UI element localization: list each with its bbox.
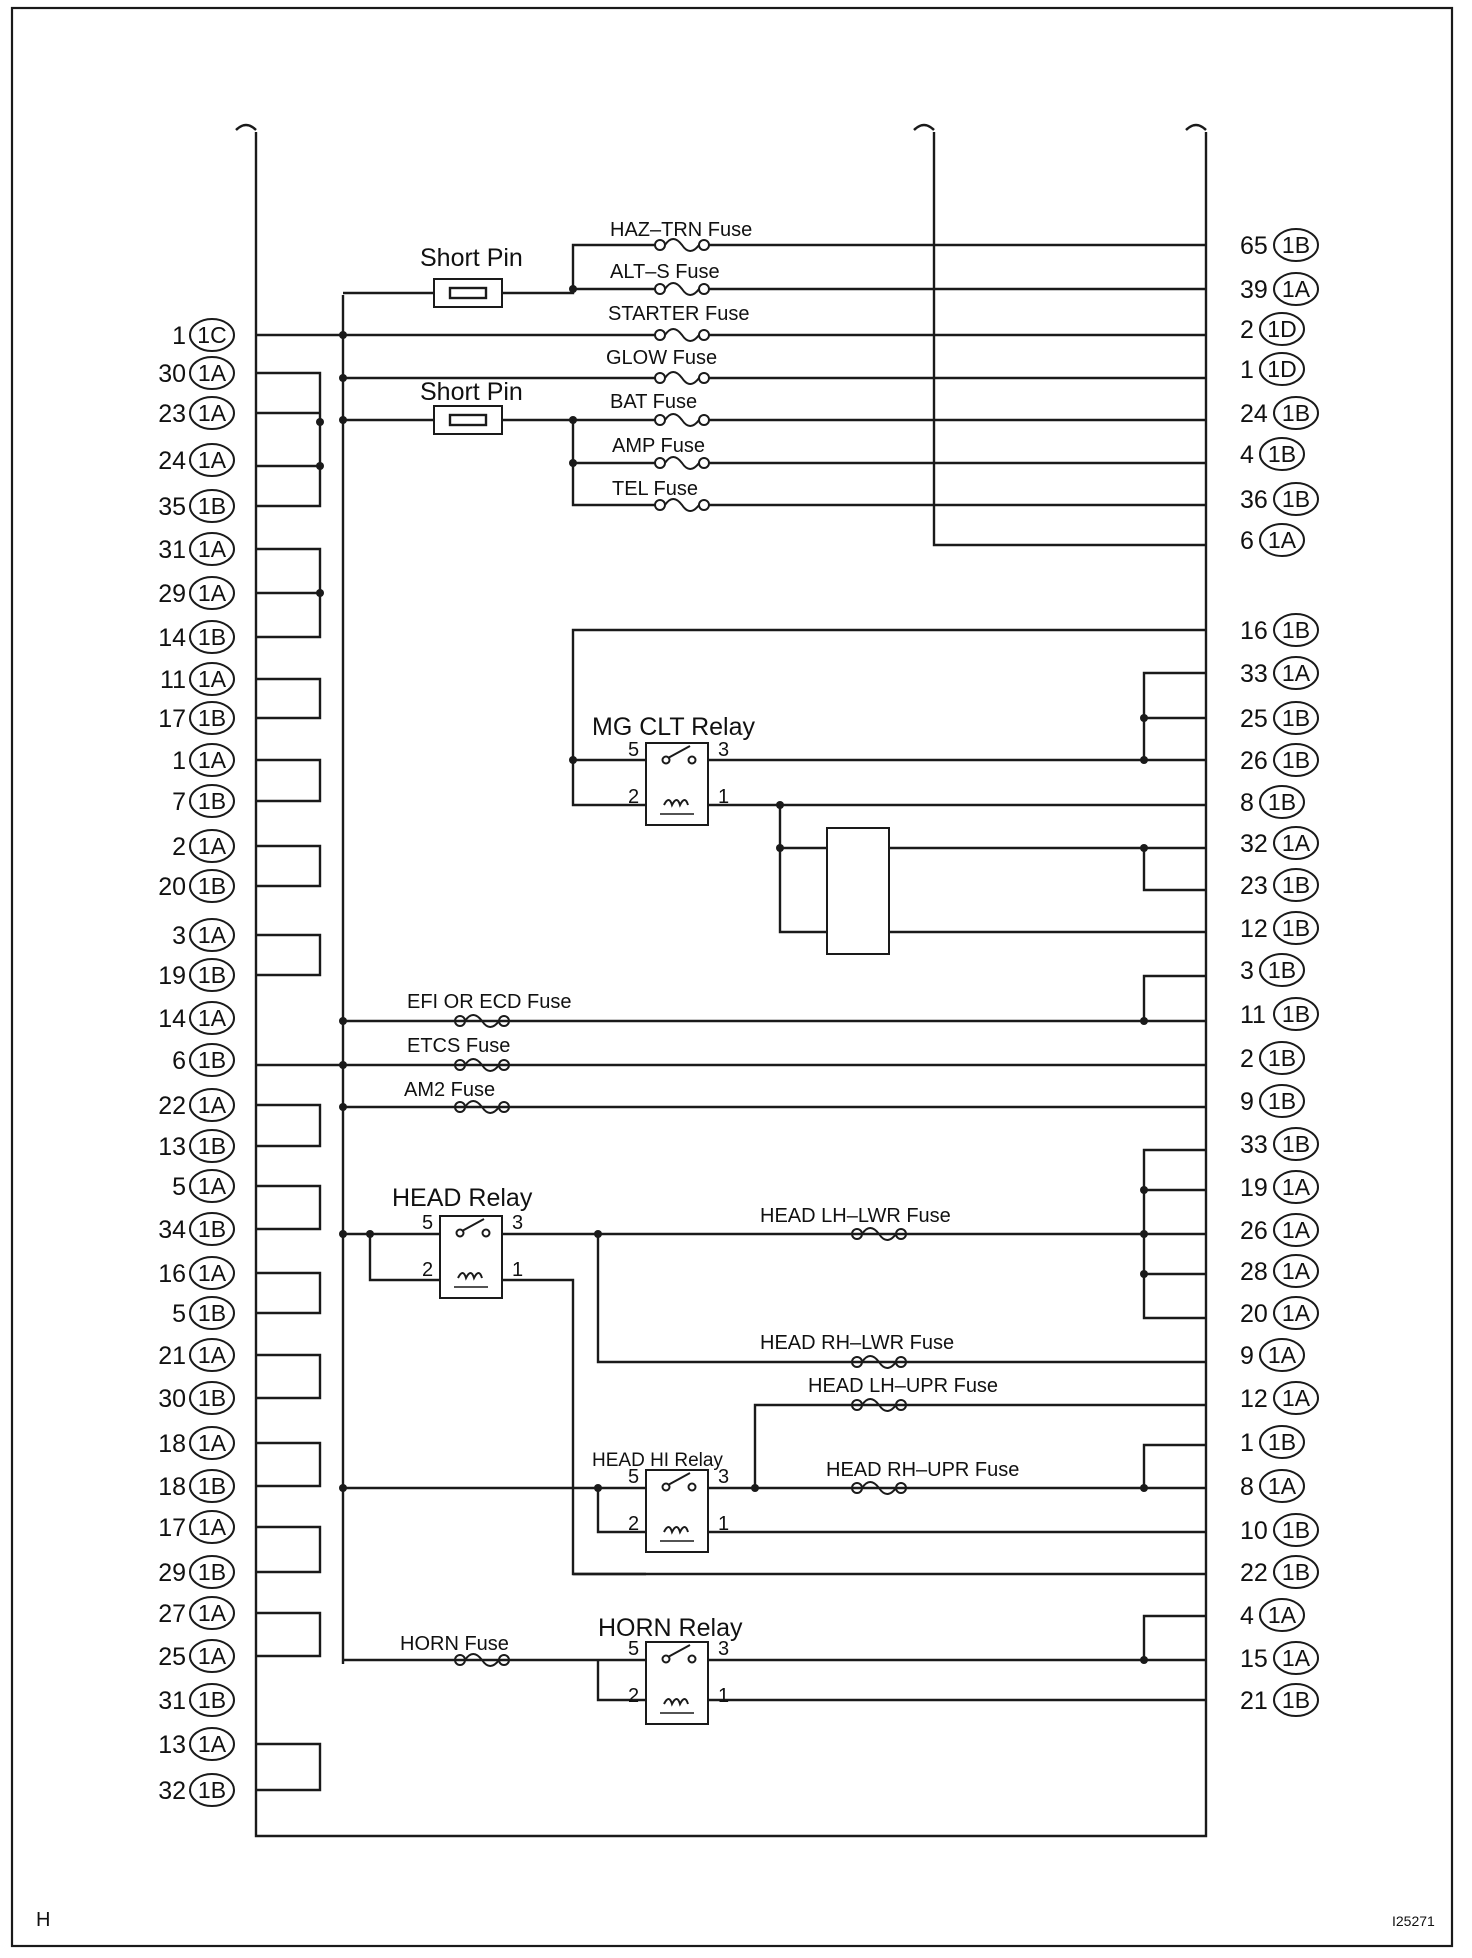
connector-pin bbox=[158, 1597, 234, 1629]
pin-number: 35 bbox=[158, 493, 186, 521]
pin-number: 7 bbox=[172, 788, 186, 816]
connector-id: 1A bbox=[197, 447, 227, 473]
short-pin-1 bbox=[434, 279, 502, 307]
connector-pin bbox=[1240, 827, 1318, 859]
am2-fuse-label: AM2 Fuse bbox=[404, 1079, 496, 1101]
pin-number: 16 bbox=[158, 1260, 186, 1288]
pin-number: 1 bbox=[1240, 356, 1254, 384]
connector-pin bbox=[158, 444, 234, 476]
connector-id: 1A bbox=[197, 1731, 227, 1757]
bat-fuse-label: BAT Fuse bbox=[610, 391, 698, 413]
head-relay-label: HEAD Relay bbox=[392, 1184, 533, 1212]
connector-pin bbox=[158, 357, 234, 389]
right-connector-pins bbox=[1240, 229, 1318, 1716]
connector-id: 1A bbox=[1281, 1300, 1311, 1326]
relay-terminal-number: 1 bbox=[512, 1259, 524, 1281]
connector-pin bbox=[1240, 397, 1318, 429]
connector-id: 1B bbox=[1267, 1429, 1297, 1455]
connector-pin bbox=[158, 1470, 234, 1502]
pin-number: 13 bbox=[158, 1133, 186, 1161]
connector-pin bbox=[172, 1044, 234, 1076]
connector-id: 1B bbox=[1281, 1517, 1311, 1543]
pin-number: 5 bbox=[172, 1173, 186, 1201]
connector-pin bbox=[158, 1257, 234, 1289]
pin-number: 23 bbox=[158, 400, 186, 428]
pin-number: 13 bbox=[158, 1731, 186, 1759]
connector-id: 1D bbox=[1267, 356, 1297, 382]
fuse-symbol bbox=[655, 370, 709, 386]
pin-number: 32 bbox=[1240, 830, 1268, 858]
connector-pin bbox=[1240, 657, 1318, 689]
connector-pin bbox=[158, 1728, 234, 1760]
connector-pin bbox=[158, 1640, 234, 1672]
pin-number: 27 bbox=[158, 1600, 186, 1628]
connector-id: 1B bbox=[1281, 872, 1311, 898]
connector-id: 1B bbox=[197, 1559, 227, 1585]
pin-number: 1 bbox=[172, 747, 186, 775]
connector-id: 1A bbox=[197, 1643, 227, 1669]
connector-pin bbox=[1240, 353, 1304, 385]
pin-number: 30 bbox=[158, 360, 186, 388]
pin-number: 31 bbox=[158, 536, 186, 564]
pin-number: 4 bbox=[1240, 441, 1254, 469]
connector-pin bbox=[158, 1382, 234, 1414]
left-jumpers bbox=[256, 373, 320, 1790]
connector-pin bbox=[1240, 1171, 1318, 1203]
connector-id: 1A bbox=[197, 666, 227, 692]
head-hi-relay-label: HEAD HI Relay bbox=[592, 1450, 723, 1471]
connector-pin bbox=[1240, 1042, 1304, 1074]
connector-id: 1B bbox=[1267, 789, 1297, 815]
connector-id: 1A bbox=[197, 1173, 227, 1199]
connector-id: 1A bbox=[197, 747, 227, 773]
connector-pin bbox=[1240, 998, 1318, 1030]
head-hi-relay-box bbox=[646, 1470, 708, 1552]
short-pin-label-1: Short Pin bbox=[420, 244, 523, 272]
pin-number: 20 bbox=[158, 873, 186, 901]
connector-id: 1A bbox=[1267, 1602, 1297, 1628]
pin-number: 11 bbox=[160, 666, 186, 694]
labels bbox=[36, 219, 1435, 1931]
diode-box bbox=[827, 828, 889, 954]
mg-clt-relay-section bbox=[569, 630, 1206, 954]
pin-number: 1 bbox=[172, 322, 186, 350]
connector-pin bbox=[172, 919, 234, 951]
relay-terminal-number: 5 bbox=[422, 1212, 434, 1234]
connector-id: 1A bbox=[197, 833, 227, 859]
connector-pin bbox=[1240, 1599, 1304, 1631]
connector-id: 1A bbox=[1267, 1342, 1297, 1368]
connector-id: 1A bbox=[1281, 1217, 1311, 1243]
connector-id: 1B bbox=[1267, 1088, 1297, 1114]
horn-relay-label: HORN Relay bbox=[598, 1614, 743, 1642]
pin-number: 25 bbox=[158, 1643, 186, 1671]
connector-id: 1B bbox=[197, 1300, 227, 1326]
pin-number: 32 bbox=[158, 1777, 186, 1805]
connector-id: 1A bbox=[197, 400, 227, 426]
starter-fuse-label: STARTER Fuse bbox=[608, 303, 750, 325]
tel-fuse-label: TEL Fuse bbox=[612, 478, 698, 500]
connector-pin bbox=[158, 1002, 234, 1034]
pin-number: 3 bbox=[172, 922, 186, 950]
pin-number: 28 bbox=[1240, 1258, 1268, 1286]
connector-id: 1A bbox=[1267, 527, 1297, 553]
connector-id: 1A bbox=[1281, 1385, 1311, 1411]
short-pin-2 bbox=[434, 406, 502, 434]
head-rh-upr-fuse-label: HEAD RH–UPR Fuse bbox=[826, 1459, 1020, 1481]
connector-id: 1A bbox=[197, 1092, 227, 1118]
sheet-letter: H bbox=[36, 1909, 51, 1931]
mg-clt-relay-label: MG CLT Relay bbox=[592, 713, 756, 741]
head-rh-lwr-fuse-label: HEAD RH–LWR Fuse bbox=[760, 1332, 955, 1354]
relay-terminal-number: 2 bbox=[628, 786, 640, 808]
connector-pin bbox=[158, 397, 234, 429]
connector-pin bbox=[158, 1130, 234, 1162]
head-relay-box bbox=[440, 1216, 502, 1298]
relay-terminal-number: 2 bbox=[628, 1685, 640, 1707]
pin-number: 19 bbox=[158, 962, 186, 990]
connector-pin bbox=[1240, 702, 1318, 734]
connector-id: 1B bbox=[197, 624, 227, 650]
pin-number: 10 bbox=[1240, 1517, 1268, 1545]
pin-number: 22 bbox=[158, 1092, 186, 1120]
pin-number: 33 bbox=[1240, 660, 1268, 688]
connector-pin bbox=[1240, 1255, 1318, 1287]
connector-id: 1B bbox=[1281, 705, 1311, 731]
pin-number: 14 bbox=[158, 624, 186, 652]
connector-id: 1A bbox=[1281, 1645, 1311, 1671]
connector-id: 1A bbox=[197, 1260, 227, 1286]
connector-id: 1A bbox=[197, 1430, 227, 1456]
relay-terminal-number: 5 bbox=[628, 739, 640, 761]
connector-pin bbox=[1240, 869, 1318, 901]
connector-pin bbox=[158, 1511, 234, 1543]
connector-pin bbox=[158, 533, 234, 565]
pin-number: 16 bbox=[1240, 617, 1268, 645]
connector-id: 1D bbox=[1267, 316, 1297, 342]
pin-number: 3 bbox=[1240, 957, 1254, 985]
connector-pin bbox=[1240, 1642, 1318, 1674]
pin-number: 18 bbox=[158, 1473, 186, 1501]
connector-id: 1B bbox=[1281, 1687, 1311, 1713]
connector-pin bbox=[158, 1556, 234, 1588]
connector-pin bbox=[158, 702, 234, 734]
pin-number: 8 bbox=[1240, 789, 1254, 817]
connector-pin bbox=[1240, 1514, 1318, 1546]
pin-number: 20 bbox=[1240, 1300, 1268, 1328]
amp-fuse-label: AMP Fuse bbox=[612, 435, 705, 457]
relay-terminal-number: 1 bbox=[718, 1513, 730, 1535]
connector-pin bbox=[172, 744, 234, 776]
pin-number: 23 bbox=[1240, 872, 1268, 900]
connector-pin bbox=[1240, 1556, 1318, 1588]
connector-id: 1B bbox=[1281, 915, 1311, 941]
mg-clt-relay-box bbox=[646, 743, 708, 825]
horn-relay-box bbox=[646, 1642, 708, 1724]
pin-number: 6 bbox=[1240, 527, 1254, 555]
connector-pin bbox=[1240, 786, 1304, 818]
relay-terminal-number: 1 bbox=[718, 786, 730, 808]
connector-pin bbox=[158, 1339, 234, 1371]
connector-id: 1B bbox=[197, 873, 227, 899]
relay-terminal-number: 5 bbox=[628, 1466, 640, 1488]
pin-number: 4 bbox=[1240, 1602, 1254, 1630]
pin-number: 2 bbox=[1240, 316, 1254, 344]
pin-number: 12 bbox=[1240, 1385, 1268, 1413]
connector-pin bbox=[172, 785, 234, 817]
connector-pin bbox=[158, 1774, 234, 1806]
pin-number: 11 bbox=[1240, 1001, 1266, 1029]
connector-pin bbox=[158, 621, 234, 653]
pin-number: 24 bbox=[158, 447, 186, 475]
pin-number: 22 bbox=[1240, 1559, 1268, 1587]
connector-id: 1B bbox=[1281, 486, 1311, 512]
pin-number: 18 bbox=[158, 1430, 186, 1458]
pin-number: 1 bbox=[1240, 1429, 1254, 1457]
middle-fuse-section bbox=[256, 976, 1206, 1111]
relay-terminal-number: 3 bbox=[718, 1638, 730, 1660]
pin-number: 26 bbox=[1240, 1217, 1268, 1245]
connector-pin bbox=[172, 1297, 234, 1329]
connector-id: 1A bbox=[1281, 830, 1311, 856]
connector-id: 1A bbox=[1281, 1258, 1311, 1284]
pin-number: 12 bbox=[1240, 915, 1268, 943]
connector-id: 1B bbox=[197, 1385, 227, 1411]
pin-number: 39 bbox=[1240, 276, 1268, 304]
connector-pin bbox=[1240, 438, 1304, 470]
connector-pin bbox=[1240, 1085, 1304, 1117]
connector-id: 1B bbox=[197, 705, 227, 731]
pin-number: 36 bbox=[1240, 486, 1268, 514]
relay-terminal-number: 2 bbox=[422, 1259, 434, 1281]
connector-id: 1A bbox=[197, 536, 227, 562]
connector-id: 1B bbox=[1281, 1559, 1311, 1585]
connector-id: 1B bbox=[1281, 1131, 1311, 1157]
glow-fuse-label: GLOW Fuse bbox=[606, 347, 718, 369]
pin-number: 33 bbox=[1240, 1131, 1268, 1159]
pin-number: 17 bbox=[158, 1514, 186, 1542]
connector-id: 1A bbox=[197, 580, 227, 606]
connector-id: 1B bbox=[197, 1047, 227, 1073]
connector-id: 1C bbox=[197, 322, 227, 348]
pin-number: 30 bbox=[158, 1385, 186, 1413]
connector-pin bbox=[1240, 1382, 1318, 1414]
connector-id: 1B bbox=[197, 1687, 227, 1713]
connector-pin bbox=[158, 577, 234, 609]
pin-number: 5 bbox=[172, 1300, 186, 1328]
horn-fuse-label: HORN Fuse bbox=[400, 1633, 509, 1655]
connector-id: 1B bbox=[1281, 232, 1311, 258]
connector-id: 1B bbox=[197, 962, 227, 988]
relay-terminal-number: 3 bbox=[718, 1466, 730, 1488]
pin-number: 19 bbox=[1240, 1174, 1268, 1202]
connector-id: 1B bbox=[197, 493, 227, 519]
pin-number: 65 bbox=[1240, 232, 1268, 260]
head-lh-upr-fuse-label: HEAD LH–UPR Fuse bbox=[808, 1375, 999, 1397]
pin-number: 31 bbox=[158, 1687, 186, 1715]
connector-pin bbox=[1240, 1470, 1304, 1502]
connector-pin bbox=[1240, 1426, 1304, 1458]
figure-id: I25271 bbox=[1392, 1913, 1435, 1929]
pin-number: 24 bbox=[1240, 400, 1268, 428]
connector-id: 1B bbox=[1267, 441, 1297, 467]
fuse-symbol bbox=[655, 281, 709, 297]
connector-id: 1A bbox=[197, 1005, 227, 1031]
relay-terminal-number: 1 bbox=[718, 1685, 730, 1707]
connector-id: 1A bbox=[197, 1514, 227, 1540]
head-hi-relay-section bbox=[339, 1405, 1206, 1574]
connector-id: 1A bbox=[197, 1600, 227, 1626]
connector-pin bbox=[158, 870, 234, 902]
connector-pin bbox=[1240, 1684, 1318, 1716]
bus-lines bbox=[236, 125, 1206, 1836]
pin-number: 2 bbox=[1240, 1045, 1254, 1073]
connector-pin bbox=[172, 1170, 234, 1202]
pin-number: 17 bbox=[158, 705, 186, 733]
pin-number: 9 bbox=[1240, 1342, 1254, 1370]
connector-pin bbox=[1240, 954, 1304, 986]
fuse-symbol bbox=[655, 412, 709, 428]
connector-id: 1B bbox=[197, 1777, 227, 1803]
connector-pin bbox=[1240, 912, 1318, 944]
pin-number: 2 bbox=[172, 833, 186, 861]
connector-pin bbox=[1240, 229, 1318, 261]
haz-trn-fuse-label: HAZ–TRN Fuse bbox=[610, 219, 753, 241]
alt-s-fuse-label: ALT–S Fuse bbox=[610, 261, 720, 283]
pin-number: 6 bbox=[172, 1047, 186, 1075]
connector-id: 1A bbox=[197, 1342, 227, 1368]
pin-number: 26 bbox=[1240, 747, 1268, 775]
pin-number: 14 bbox=[158, 1005, 186, 1033]
pin-number: 15 bbox=[1240, 1645, 1268, 1673]
connector-pin bbox=[1240, 1214, 1318, 1246]
short-pin-label-2: Short Pin bbox=[420, 378, 523, 406]
connector-id: 1B bbox=[1281, 1001, 1311, 1027]
connector-id: 1B bbox=[1281, 747, 1311, 773]
connector-pin bbox=[160, 663, 234, 695]
connector-pin bbox=[158, 1213, 234, 1245]
connector-pin bbox=[1240, 1128, 1318, 1160]
connector-pin bbox=[158, 959, 234, 991]
relay-terminal-number: 3 bbox=[512, 1212, 524, 1234]
connector-id: 1A bbox=[197, 360, 227, 386]
connector-id: 1A bbox=[1281, 660, 1311, 686]
connector-id: 1A bbox=[1281, 276, 1311, 302]
connector-id: 1B bbox=[197, 1133, 227, 1159]
connector-id: 1B bbox=[1281, 400, 1311, 426]
efi-ecd-fuse-label: EFI OR ECD Fuse bbox=[407, 991, 572, 1013]
connector-pin bbox=[158, 1427, 234, 1459]
pin-number: 8 bbox=[1240, 1473, 1254, 1501]
connector-id: 1B bbox=[1281, 617, 1311, 643]
connector-pin bbox=[1240, 273, 1318, 305]
pin-number: 29 bbox=[158, 580, 186, 608]
connector-pin bbox=[1240, 744, 1318, 776]
connector-pin bbox=[172, 319, 234, 351]
connector-pin bbox=[158, 1089, 234, 1121]
connector-id: 1B bbox=[197, 1473, 227, 1499]
pin-number: 34 bbox=[158, 1216, 186, 1244]
fuse-symbol bbox=[655, 455, 709, 471]
pin-number: 21 bbox=[1240, 1687, 1268, 1715]
pin-number: 9 bbox=[1240, 1088, 1254, 1116]
connector-id: 1A bbox=[1267, 1473, 1297, 1499]
relay-terminal-number: 3 bbox=[718, 739, 730, 761]
relay-terminal-number: 2 bbox=[628, 1513, 640, 1535]
connector-pin bbox=[172, 830, 234, 862]
left-connector-pins bbox=[158, 319, 234, 1806]
connector-pin bbox=[158, 490, 234, 522]
pin-number: 25 bbox=[1240, 705, 1268, 733]
connector-id: 1B bbox=[197, 788, 227, 814]
connector-id: 1B bbox=[1267, 1045, 1297, 1071]
upper-fuse-section bbox=[256, 245, 1206, 505]
connector-pin bbox=[1240, 524, 1304, 556]
connector-id: 1B bbox=[197, 1216, 227, 1242]
relay-terminal-number: 5 bbox=[628, 1638, 640, 1660]
pin-number: 21 bbox=[158, 1342, 186, 1370]
connector-id: 1A bbox=[197, 922, 227, 948]
connector-pin bbox=[1240, 313, 1304, 345]
etcs-fuse-label: ETCS Fuse bbox=[407, 1035, 511, 1057]
connector-id: 1A bbox=[1281, 1174, 1311, 1200]
connector-pin bbox=[158, 1684, 234, 1716]
head-lh-lwr-fuse-label: HEAD LH–LWR Fuse bbox=[760, 1205, 951, 1227]
connector-pin bbox=[1240, 1339, 1304, 1371]
connector-pin bbox=[1240, 1297, 1318, 1329]
pin-number: 29 bbox=[158, 1559, 186, 1587]
fuse-symbol bbox=[655, 327, 709, 343]
connector-pin bbox=[1240, 614, 1318, 646]
connector-pin bbox=[1240, 483, 1318, 515]
connector-id: 1B bbox=[1267, 957, 1297, 983]
